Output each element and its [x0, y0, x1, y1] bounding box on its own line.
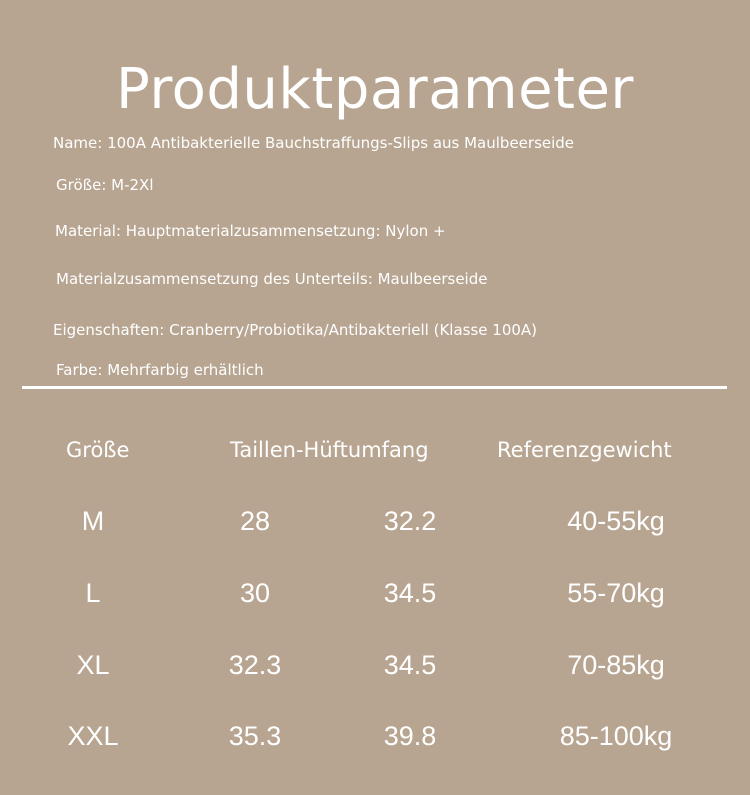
cell-size: L: [85, 578, 101, 608]
spec-label: Eigenschaften:: [53, 321, 165, 339]
cell-hip: 39.8: [383, 721, 437, 751]
spec-label: Farbe:: [56, 361, 103, 379]
spec-label: Name:: [53, 134, 103, 152]
cell-hip: 34.5: [383, 578, 437, 608]
cell-size: XL: [76, 650, 110, 680]
cell-weight: 55-70kg: [567, 578, 665, 608]
spec-properties: [53, 320, 537, 340]
spec-value: Cranberry/Probiotika/Antibakteriell (Klasse 100A): [169, 321, 538, 339]
header-waist-hip: Taillen-Hüftumfang: [230, 438, 429, 462]
cell-weight: 40-55kg: [567, 506, 665, 536]
spec-value: Hauptmaterialzusammensetzung: Nylon +: [125, 222, 446, 240]
spec-color: [56, 360, 264, 380]
section-divider: [22, 386, 727, 389]
cell-weight: 70-85kg: [567, 650, 665, 680]
cell-hip: 32.2: [383, 506, 437, 536]
cell-waist: 30: [239, 578, 271, 608]
header-size: Größe: [66, 438, 130, 462]
cell-size: M: [81, 506, 105, 536]
spec-value: Materialzusammensetzung des Unterteils: Maulbeerseide: [56, 270, 488, 288]
spec-value: M-2Xl: [111, 176, 154, 194]
spec-value: 100A Antibakterielle Bauchstraffungs-Slips aus Maulbeerseide: [107, 134, 575, 152]
spec-material: [55, 221, 446, 241]
cell-weight: 85-100kg: [559, 721, 673, 751]
spec-size: [56, 175, 154, 195]
cell-waist: 28: [239, 506, 271, 536]
spec-value: Mehrfarbig erhältlich: [107, 361, 264, 379]
spec-name: [53, 133, 574, 153]
header-reference-weight: Referenzgewicht: [497, 438, 672, 462]
spec-label: Größe:: [56, 176, 107, 194]
cell-size: XXL: [67, 721, 119, 751]
page-title: Produktparameter: [116, 56, 634, 122]
cell-waist: 32.3: [228, 650, 282, 680]
spec-material-bottom: [56, 269, 487, 289]
cell-waist: 35.3: [228, 721, 282, 751]
cell-hip: 34.5: [383, 650, 437, 680]
spec-label: Material:: [55, 222, 121, 240]
